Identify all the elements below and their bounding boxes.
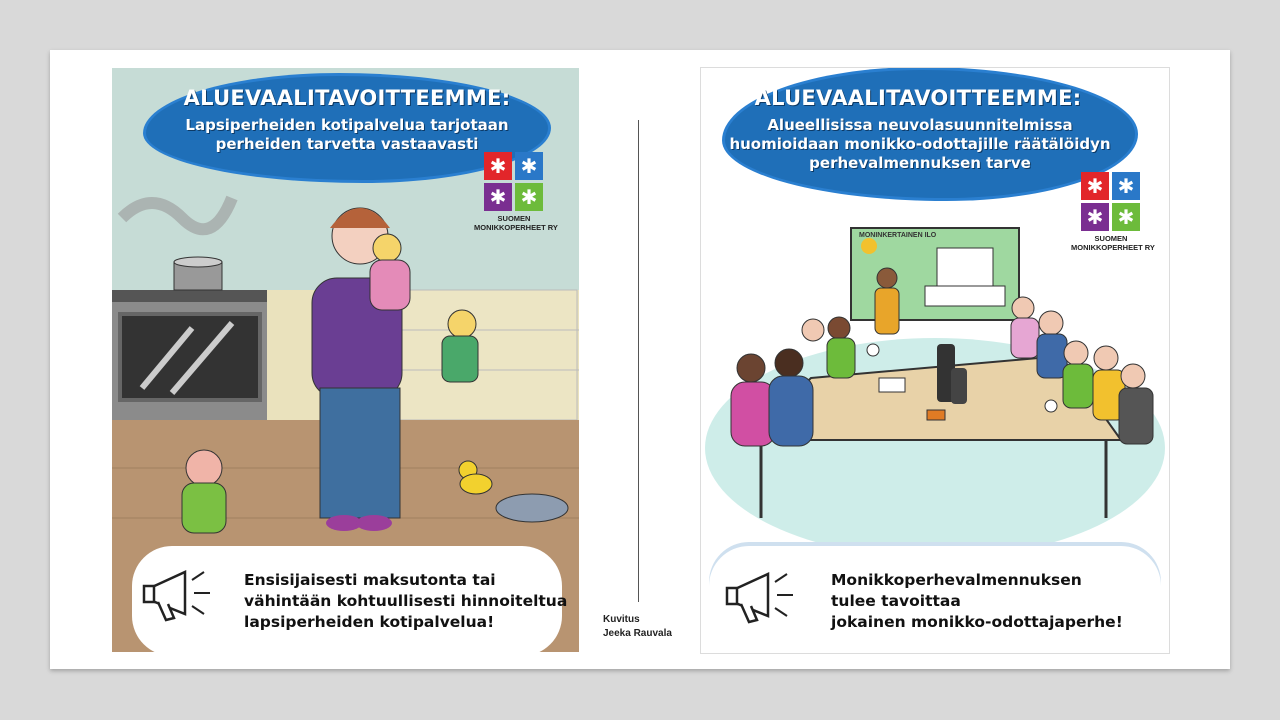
bottom-message-line: tulee tavoittaa bbox=[831, 592, 961, 610]
subtitle-line: Alueellisissa neuvolasuunnitelmissa bbox=[767, 116, 1073, 134]
kid-figure-icon: ✱ bbox=[1112, 172, 1140, 200]
headline: ALUEVAALITAVOITTEEMME: bbox=[754, 86, 1082, 110]
vertical-divider bbox=[638, 120, 639, 602]
logo-name-line: SUOMEN bbox=[1094, 234, 1128, 243]
bottom-message-line: Ensisijaisesti maksutonta tai bbox=[244, 571, 496, 589]
subtitle bbox=[701, 116, 1139, 173]
illustration-credit bbox=[603, 613, 672, 641]
logo-name-line: MONIKKOPERHEET RY bbox=[1071, 243, 1155, 252]
credit-label: Kuvitus bbox=[603, 614, 640, 625]
subtitle-line: huomioidaan monikko-odottajille räätälöidyn bbox=[729, 135, 1111, 153]
kid-figure-icon: ✱ bbox=[484, 183, 512, 211]
presentation-slide bbox=[50, 50, 1230, 669]
megaphone-icon bbox=[140, 558, 220, 628]
organization-logo bbox=[474, 152, 558, 232]
bottom-message-line: Monikkoperhevalmennuksen bbox=[831, 571, 1082, 589]
subtitle-line: perheiden tarvetta vastaavasti bbox=[215, 135, 479, 153]
logo-name-line: MONIKKOPERHEET RY bbox=[474, 223, 558, 232]
logo-name-line: SUOMEN bbox=[497, 214, 531, 223]
kid-figure-icon: ✱ bbox=[1112, 203, 1140, 231]
headline: ALUEVAALITAVOITTEEMME: bbox=[183, 86, 511, 110]
kid-figure-icon: ✱ bbox=[515, 183, 543, 211]
kid-figure-icon: ✱ bbox=[1081, 203, 1109, 231]
kid-figure-icon: ✱ bbox=[484, 152, 512, 180]
bottom-message bbox=[244, 570, 567, 633]
credit-name: Jeeka Rauvala bbox=[603, 628, 672, 639]
bottom-message-line: jokainen monikko-odottajaperhe! bbox=[831, 613, 1123, 631]
whiteboard-title: MONINKERTAINEN ILO bbox=[859, 232, 937, 239]
subtitle bbox=[152, 116, 542, 154]
kid-figure-icon: ✱ bbox=[1081, 172, 1109, 200]
kid-figure-icon: ✱ bbox=[515, 152, 543, 180]
subtitle-line: Lapsiperheiden kotipalvelua tarjotaan bbox=[185, 116, 509, 134]
left-poster bbox=[112, 68, 579, 652]
right-poster bbox=[700, 67, 1170, 654]
bottom-message-line: vähintään kohtuullisesti hinnoiteltua bbox=[244, 592, 568, 610]
bottom-message bbox=[831, 570, 1123, 633]
subtitle-line: perhevalmennuksen tarve bbox=[809, 154, 1031, 172]
bottom-message-line: lapsiperheiden kotipalvelua! bbox=[244, 613, 495, 631]
megaphone-icon bbox=[723, 560, 803, 630]
organization-logo bbox=[1071, 172, 1155, 252]
